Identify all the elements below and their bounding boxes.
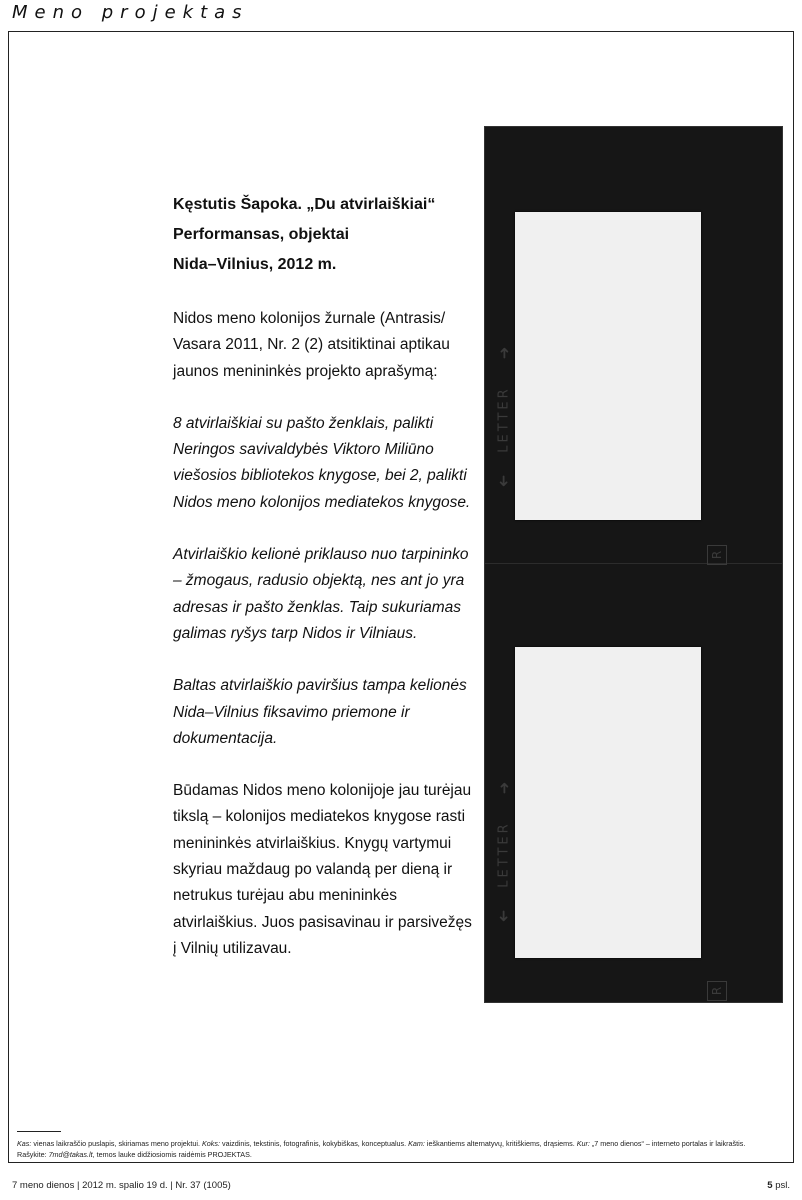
- quote-paragraph-3: Baltas atvirlaiškio paviršius tampa kelionės Nida–Vilnius fiksavimo priemone ir dokumentacija.: [173, 677, 467, 747]
- article: [173, 190, 473, 962]
- quote-paragraph-1: 8 atvirlaiškiai su pašto ženklais, palikti Neringos savivaldybės Viktoro Miliūno viešosios bibliotekos knygose, bei 2, palikti Nidos meno kolonijos mediatekos knygose.: [173, 414, 471, 511]
- footnote: [17, 1138, 787, 1160]
- r-mark-top: R: [707, 545, 727, 565]
- page-number-suffix: psl.: [775, 1180, 790, 1191]
- arrow-down-icon: ➜: [495, 909, 513, 923]
- r-mark-bottom: R: [707, 981, 727, 1001]
- footnote-label-kas: Kas:: [17, 1139, 32, 1148]
- blank-postcard-top: [515, 212, 701, 520]
- footnote-label-kur: Kur:: [576, 1139, 590, 1148]
- arrow-up-icon: ➜: [495, 346, 513, 360]
- scanner-side-mark-top: [491, 342, 517, 502]
- footer-issue-info: 7 meno dienos | 2012 m. spalio 19 d. | Nr. 37 (1005): [12, 1180, 231, 1191]
- footnote-text-kam: ieškantiems alternatyvų, kritiškiems, drąsiems.: [426, 1139, 575, 1148]
- footnote-prefix: Rašykite:: [17, 1150, 47, 1159]
- footnote-text-kas: vienas laikraščio puslapis, skiriamas meno projektui.: [33, 1139, 200, 1148]
- footnote-line-2: [17, 1149, 787, 1160]
- letter-label-2: LETTER: [496, 821, 512, 888]
- scanner-side-mark-bottom: [491, 777, 517, 937]
- body-paragraph: Būdamas Nidos meno kolonijoje jau turėjau tikslą – kolonijos mediatekos knygose rasti menininkės atvirlaiškius. Knygų vartymui skyriau maždaug po valandą per dieną ir netrukus turėjau abu menininkės atvirlaiškius. Juos pasisavinau ir parsivežęs į Vilnių utilizavau.: [173, 782, 472, 957]
- footnote-rule: [17, 1131, 61, 1132]
- footnote-email-link[interactable]: 7md@takas.lt: [48, 1150, 93, 1159]
- footnote-label-kam: Kam:: [408, 1139, 425, 1148]
- heading-line-3: Nida–Vilnius, 2012 m.: [173, 256, 337, 273]
- footnote-text-koks: vaizdinis, tekstinis, fotografinis, kokybiškas, konceptualus.: [221, 1139, 407, 1148]
- quote-paragraph-2: Atvirlaiškio kelionė priklauso nuo tarpininko – žmogaus, radusio objektą, nes ant jo yra adresas ir pašto ženklas. Taip sukuriamas galimas ryšys tarp Nidos ir Vilniaus.: [173, 546, 469, 642]
- scanner-divider: [485, 563, 782, 564]
- heading-line-2: Performansas, objektai: [173, 226, 350, 243]
- article-heading: [173, 190, 473, 280]
- page-number-value: 5: [767, 1180, 773, 1191]
- arrow-up-icon: ➜: [495, 781, 513, 795]
- intro-paragraph: Nidos meno kolonijos žurnale (Antrasis/ Vasara 2011, Nr. 2 (2) atsitiktinai aptikau jaunos menininkės projekto aprašymą:: [173, 310, 450, 380]
- arrow-down-icon: ➜: [495, 474, 513, 488]
- footnote-suffix: , temos lauke didžiosiomis raidėmis PROJEKTAS.: [92, 1150, 252, 1159]
- footnote-line-1: [17, 1138, 787, 1149]
- section-title: Meno projektas: [12, 2, 249, 23]
- heading-line-1: Kęstutis Šapoka. „Du atvirlaiškiai“: [173, 196, 436, 213]
- letter-label-1: LETTER: [496, 386, 512, 453]
- blank-postcard-bottom: [515, 647, 701, 958]
- postcards-photo: [484, 126, 783, 1003]
- footnote-text-kur: „7 meno dienos“ – interneto portalas ir laikraštis.: [591, 1139, 746, 1148]
- page-number: [767, 1180, 790, 1191]
- footnote-label-koks: Koks:: [201, 1139, 220, 1148]
